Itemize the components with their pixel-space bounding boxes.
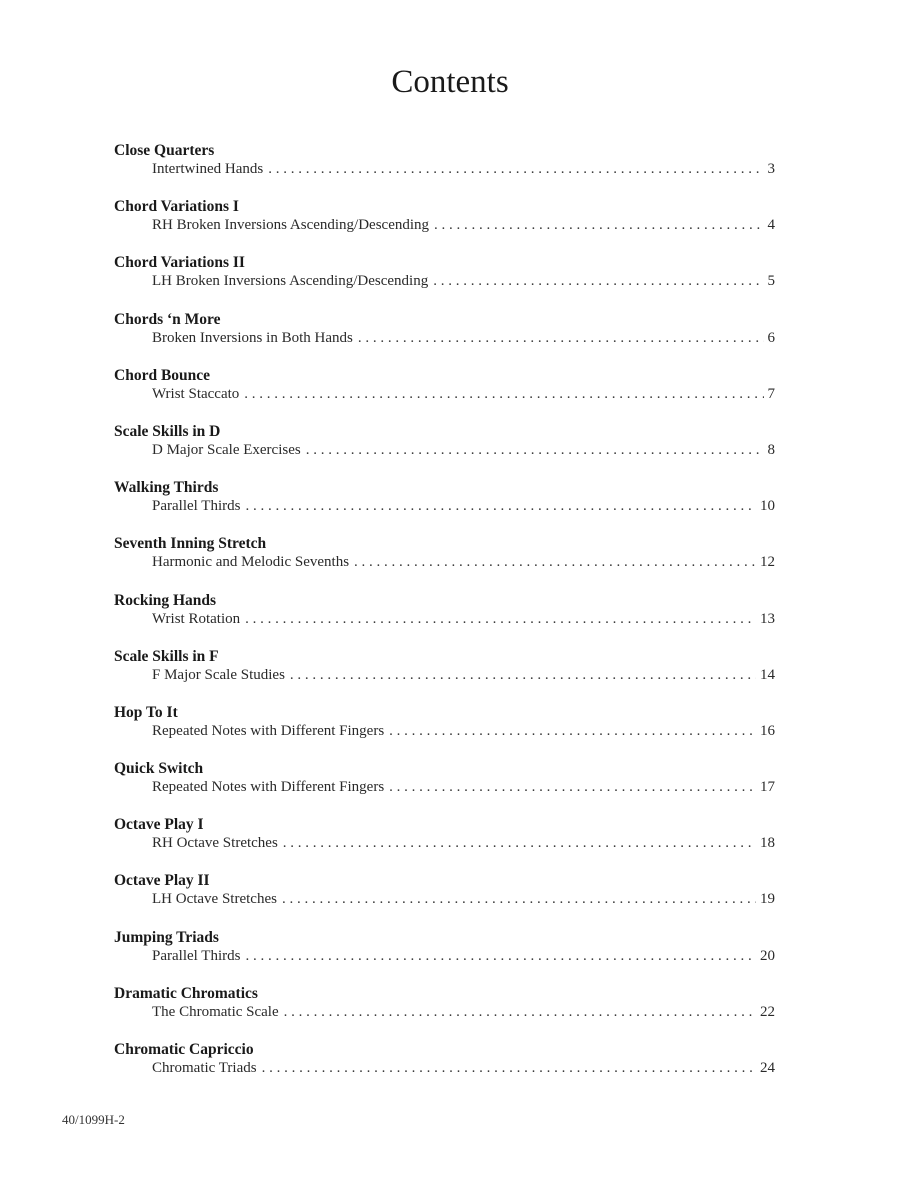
dot-leader xyxy=(389,778,756,797)
entry-line xyxy=(114,160,775,179)
entry-subtitle: Parallel Thirds xyxy=(152,947,241,964)
entry-title: Scale Skills in D xyxy=(114,422,221,440)
entry-line xyxy=(114,834,775,853)
entry-title: Seventh Inning Stretch xyxy=(114,535,267,553)
entry-line xyxy=(114,385,775,404)
page-number: 6 xyxy=(767,329,775,346)
dot-leader xyxy=(434,216,763,235)
entry-title: Octave Play I xyxy=(114,816,204,834)
toc-entry xyxy=(114,1040,775,1096)
toc-entry xyxy=(114,871,775,927)
entry-line xyxy=(114,497,775,516)
toc-entry xyxy=(114,647,775,703)
entry-line xyxy=(114,1003,775,1022)
entry-line xyxy=(114,272,775,291)
entry-line xyxy=(114,947,775,966)
page-number: 5 xyxy=(767,273,775,290)
entry-line xyxy=(114,329,775,348)
entry-title: Octave Play II xyxy=(114,872,210,890)
toc-entry xyxy=(114,253,775,309)
toc-entry xyxy=(114,366,775,422)
entry-subtitle: Broken Inversions in Both Hands xyxy=(152,329,353,346)
dot-leader xyxy=(244,385,763,404)
toc-entry xyxy=(114,478,775,534)
entry-subtitle: The Chromatic Scale xyxy=(152,1003,279,1020)
entry-subtitle: Harmonic and Melodic Sevenths xyxy=(152,554,350,571)
toc-entry xyxy=(114,815,775,871)
page-number: 3 xyxy=(767,161,775,177)
entry-subtitle: LH Broken Inversions Ascending/Descending xyxy=(152,273,429,290)
toc-entry xyxy=(114,759,775,815)
entry-line xyxy=(114,216,775,235)
toc-entry xyxy=(114,984,775,1040)
dot-leader xyxy=(358,329,764,348)
toc-entry xyxy=(114,534,775,590)
toc-entry xyxy=(114,197,775,253)
entry-subtitle: LH Octave Stretches xyxy=(152,891,277,908)
page-number: 20 xyxy=(760,947,775,964)
entry-line xyxy=(114,1059,775,1078)
entry-subtitle: F Major Scale Studies xyxy=(152,666,285,683)
entry-title: Hop To It xyxy=(114,703,178,721)
toc-entry xyxy=(114,422,775,478)
dot-leader xyxy=(306,441,764,460)
entry-title: Close Quarters xyxy=(114,142,215,159)
dot-leader xyxy=(245,497,756,516)
dot-leader xyxy=(433,272,763,291)
entry-line xyxy=(114,778,775,797)
entry-title: Scale Skills in F xyxy=(114,647,219,665)
entry-subtitle: RH Octave Stretches xyxy=(152,835,278,852)
entry-subtitle: RH Broken Inversions Ascending/Descending xyxy=(152,217,430,234)
page-number: 10 xyxy=(760,498,775,515)
dot-leader xyxy=(389,722,756,741)
dot-leader xyxy=(262,1059,756,1078)
entry-subtitle: Wrist Rotation xyxy=(152,610,241,627)
dot-leader xyxy=(354,553,756,572)
page-number: 14 xyxy=(760,666,775,683)
page-number: 13 xyxy=(760,610,775,627)
dot-leader xyxy=(282,890,756,909)
entry-line xyxy=(114,441,775,460)
toc-entry xyxy=(114,141,775,197)
entry-subtitle: Wrist Staccato xyxy=(152,385,240,402)
page-number: 22 xyxy=(760,1003,775,1020)
catalog-code: 40/1099H-2 xyxy=(62,1112,125,1127)
entry-subtitle: D Major Scale Exercises xyxy=(152,441,301,458)
table-of-contents xyxy=(114,141,775,1096)
page-number: 8 xyxy=(767,441,775,458)
page-title: Contents xyxy=(391,64,509,100)
page-number: 12 xyxy=(760,554,775,571)
entry-subtitle: Parallel Thirds xyxy=(152,498,241,515)
toc-entry xyxy=(114,310,775,366)
entry-subtitle: Chromatic Triads xyxy=(152,1060,257,1076)
entry-line xyxy=(114,890,775,909)
entry-line xyxy=(114,610,775,629)
page-number: 18 xyxy=(760,835,775,852)
entry-line xyxy=(114,722,775,741)
entry-subtitle: Repeated Notes with Different Fingers xyxy=(152,779,385,796)
page-number: 7 xyxy=(767,385,775,402)
entry-title: Dramatic Chromatics xyxy=(114,984,258,1002)
page-number: 17 xyxy=(760,779,775,796)
dot-leader xyxy=(245,947,756,966)
dot-leader xyxy=(290,666,756,685)
dot-leader xyxy=(283,834,756,853)
dot-leader xyxy=(245,610,756,629)
page-number: 24 xyxy=(760,1060,775,1076)
entry-line xyxy=(114,553,775,572)
toc-entry xyxy=(114,591,775,647)
entry-line xyxy=(114,666,775,685)
entry-title: Jumping Triads xyxy=(114,928,219,946)
page-number: 16 xyxy=(760,722,775,739)
page-number: 4 xyxy=(767,217,775,234)
entry-title: Rocking Hands xyxy=(114,591,217,609)
entry-title: Quick Switch xyxy=(114,760,204,778)
dot-leader xyxy=(284,1003,756,1022)
entry-title: Chord Variations I xyxy=(114,198,239,216)
entry-subtitle: Repeated Notes with Different Fingers xyxy=(152,722,385,739)
entry-title: Walking Thirds xyxy=(114,479,219,497)
page-number: 19 xyxy=(760,891,775,908)
entry-subtitle: Intertwined Hands xyxy=(152,161,264,177)
toc-entry xyxy=(114,928,775,984)
entry-title: Chords ‘n More xyxy=(114,310,221,328)
entry-title: Chord Variations II xyxy=(114,254,245,272)
dot-leader xyxy=(268,160,763,179)
toc-entry xyxy=(114,703,775,759)
entry-title: Chromatic Capriccio xyxy=(114,1041,254,1058)
entry-title: Chord Bounce xyxy=(114,366,211,384)
